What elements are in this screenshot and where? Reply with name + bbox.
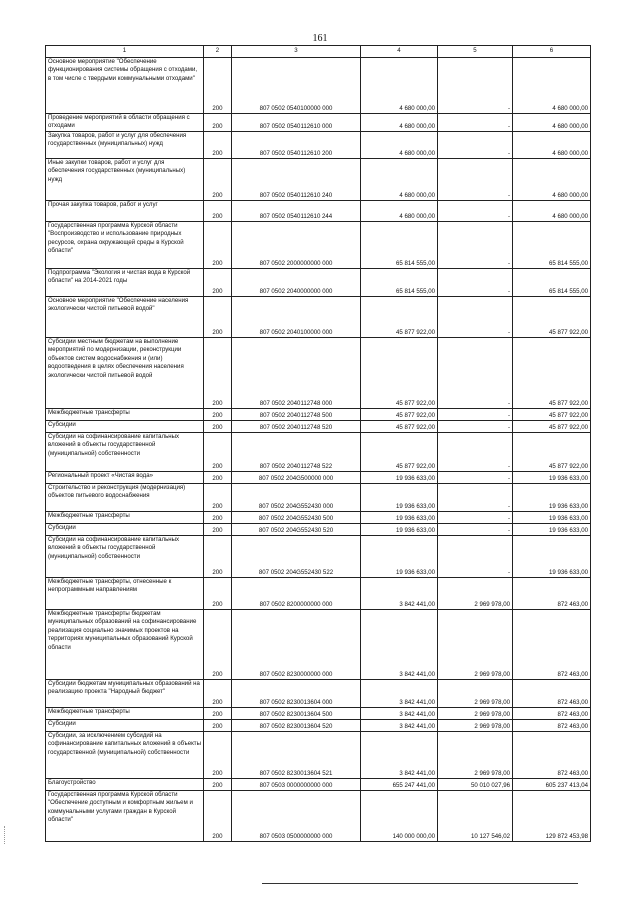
row-amount-executed-cell: -: [438, 524, 513, 536]
row-amount-remaining-cell: 4 680 000,00: [513, 132, 591, 159]
table-row: [46, 779, 591, 791]
row-classification-cell: 807 0502 2040112748 000: [232, 338, 361, 409]
row-code-cell: 200: [204, 433, 232, 472]
table-body: [46, 58, 591, 842]
row-amount-remaining-cell: 45 877 922,00: [513, 433, 591, 472]
row-amount-total-cell: 19 936 633,00: [361, 484, 438, 512]
row-amount-executed-cell: -: [438, 58, 513, 114]
row-classification-cell: 807 0502 2040000000 000: [232, 269, 361, 297]
row-classification-cell: 807 0502 8230013604 520: [232, 720, 361, 732]
row-classification-cell: 807 0502 8230013604 000: [232, 680, 361, 708]
row-amount-total-cell: 19 936 633,00: [361, 536, 438, 578]
row-name-cell: Основное мероприятие "Обеспечение функционирования системы обращения с отходами, в том числе с твердыми коммунальными отходами": [46, 58, 204, 114]
row-amount-total-cell: 3 842 441,00: [361, 708, 438, 720]
table-row: [46, 409, 591, 421]
row-code-cell: 200: [204, 269, 232, 297]
row-amount-remaining-cell: 19 936 633,00: [513, 512, 591, 524]
row-name-cell: Межбюджетные трансферты: [46, 708, 204, 720]
row-code-cell: 200: [204, 297, 232, 338]
row-name-cell: Субсидии: [46, 421, 204, 433]
column-header: 2: [204, 46, 232, 58]
row-amount-remaining-cell: 19 936 633,00: [513, 536, 591, 578]
row-amount-remaining-cell: 4 680 000,00: [513, 159, 591, 201]
row-classification-cell: 807 0502 8200000000 000: [232, 578, 361, 610]
row-name-cell: Региональный проект «Чистая вода»: [46, 472, 204, 484]
row-classification-cell: 807 0502 8230000000 000: [232, 610, 361, 680]
row-amount-remaining-cell: 872 463,00: [513, 708, 591, 720]
row-code-cell: 200: [204, 132, 232, 159]
row-classification-cell: 807 0502 2040100000 000: [232, 297, 361, 338]
row-amount-remaining-cell: 19 936 633,00: [513, 484, 591, 512]
row-name-cell: Субсидии, за исключением субсидий на софинансирование капитальных вложений в объекты государственной (муниципальной) собственности: [46, 732, 204, 779]
row-name-cell: Субсидии бюджетам муниципальных образований на реализацию проекта "Народный бюджет": [46, 680, 204, 708]
row-code-cell: 200: [204, 791, 232, 842]
row-amount-executed-cell: 10 127 546,02: [438, 791, 513, 842]
column-header: 4: [361, 46, 438, 58]
table-row: [46, 732, 591, 779]
row-name-cell: Межбюджетные трансферты: [46, 409, 204, 421]
table-row: [46, 421, 591, 433]
row-amount-total-cell: 4 680 000,00: [361, 114, 438, 132]
row-classification-cell: 807 0503 0500000000 000: [232, 791, 361, 842]
row-amount-remaining-cell: 872 463,00: [513, 720, 591, 732]
row-amount-executed-cell: 2 969 978,00: [438, 708, 513, 720]
row-amount-executed-cell: -: [438, 297, 513, 338]
row-amount-executed-cell: -: [438, 484, 513, 512]
row-amount-remaining-cell: 19 936 633,00: [513, 524, 591, 536]
row-amount-total-cell: 45 877 922,00: [361, 338, 438, 409]
table-row: [46, 338, 591, 409]
table-row: [46, 201, 591, 222]
row-name-cell: Субсидии: [46, 524, 204, 536]
table-row: [46, 512, 591, 524]
page-footer-line: [262, 883, 578, 884]
row-classification-cell: 807 0502 204G500000 000: [232, 472, 361, 484]
table-row: [46, 114, 591, 132]
row-amount-total-cell: 3 842 441,00: [361, 680, 438, 708]
row-amount-total-cell: 65 814 555,00: [361, 269, 438, 297]
budget-table: [45, 45, 591, 842]
row-amount-executed-cell: -: [438, 222, 513, 269]
row-amount-remaining-cell: 19 936 633,00: [513, 472, 591, 484]
row-code-cell: 200: [204, 421, 232, 433]
row-amount-total-cell: 45 877 922,00: [361, 297, 438, 338]
row-classification-cell: 807 0503 0000000000 000: [232, 779, 361, 791]
row-amount-executed-cell: 50 010 027,96: [438, 779, 513, 791]
row-amount-executed-cell: -: [438, 159, 513, 201]
row-name-cell: Межбюджетные трансферты, отнесенные к непрограммным направлениям: [46, 578, 204, 610]
table-row: [46, 578, 591, 610]
table-row: [46, 433, 591, 472]
row-code-cell: 200: [204, 720, 232, 732]
row-amount-executed-cell: 2 969 978,00: [438, 578, 513, 610]
row-amount-executed-cell: 2 969 978,00: [438, 680, 513, 708]
row-amount-total-cell: 19 936 633,00: [361, 472, 438, 484]
table-row: [46, 524, 591, 536]
row-name-cell: Иные закупки товаров, работ и услуг для обеспечения государственных (муниципальных) нужд: [46, 159, 204, 201]
row-name-cell: Межбюджетные трансферты бюджетам муниципальных образований на софинансирование реализация социально значимых проектов на территориях муниципальных образований Курской области: [46, 610, 204, 680]
row-code-cell: 200: [204, 58, 232, 114]
row-amount-total-cell: 45 877 922,00: [361, 409, 438, 421]
row-classification-cell: 807 0502 204G552430 500: [232, 512, 361, 524]
row-name-cell: Строительство и реконструкция (модернизация) объектов питьевого водоснабжения: [46, 484, 204, 512]
row-amount-remaining-cell: 872 463,00: [513, 610, 591, 680]
table-row: [46, 297, 591, 338]
row-code-cell: 200: [204, 159, 232, 201]
row-amount-remaining-cell: 4 680 000,00: [513, 201, 591, 222]
row-name-cell: Прочая закупка товаров, работ и услуг: [46, 201, 204, 222]
row-amount-total-cell: 3 842 441,00: [361, 610, 438, 680]
row-code-cell: 200: [204, 578, 232, 610]
table-row: [46, 720, 591, 732]
row-name-cell: Государственная программа Курской области "Обеспечение доступным и комфортным жильем и коммунальными услугами граждан в Курской области": [46, 791, 204, 842]
row-name-cell: Межбюджетные трансферты: [46, 512, 204, 524]
table-row: [46, 269, 591, 297]
table-row: [46, 472, 591, 484]
row-classification-cell: 807 0502 204G552430 000: [232, 484, 361, 512]
row-amount-remaining-cell: 65 814 555,00: [513, 222, 591, 269]
row-amount-remaining-cell: 129 872 453,98: [513, 791, 591, 842]
row-name-cell: Государственная программа Курской области "Воспроизводство и использование природных ресурсов, охрана окружающей среды в Курской области": [46, 222, 204, 269]
row-amount-remaining-cell: 605 237 413,04: [513, 779, 591, 791]
row-name-cell: Подпрограмма "Экология и чистая вода в Курской области" на 2014-2021 годы: [46, 269, 204, 297]
table-row: [46, 58, 591, 114]
table-row: [46, 222, 591, 269]
row-code-cell: 200: [204, 610, 232, 680]
row-amount-total-cell: 4 680 000,00: [361, 201, 438, 222]
row-amount-total-cell: 4 680 000,00: [361, 132, 438, 159]
row-classification-cell: 807 0502 0540112610 244: [232, 201, 361, 222]
row-code-cell: 200: [204, 201, 232, 222]
table-header-row: [46, 46, 591, 58]
row-code-cell: 200: [204, 338, 232, 409]
row-classification-cell: 807 0502 2040112748 520: [232, 421, 361, 433]
row-amount-executed-cell: -: [438, 338, 513, 409]
row-amount-total-cell: 3 842 441,00: [361, 732, 438, 779]
row-code-cell: 200: [204, 472, 232, 484]
row-amount-total-cell: 3 842 441,00: [361, 720, 438, 732]
row-amount-remaining-cell: 4 680 000,00: [513, 114, 591, 132]
scan-mark: [4, 826, 6, 844]
row-code-cell: 200: [204, 524, 232, 536]
row-code-cell: 200: [204, 484, 232, 512]
row-amount-executed-cell: -: [438, 512, 513, 524]
row-amount-total-cell: 65 814 555,00: [361, 222, 438, 269]
row-amount-remaining-cell: 872 463,00: [513, 680, 591, 708]
row-amount-remaining-cell: 45 877 922,00: [513, 421, 591, 433]
row-name-cell: Субсидии на софинансирование капитальных вложений в объекты государственной (муниципальной) собственности: [46, 433, 204, 472]
row-amount-executed-cell: -: [438, 472, 513, 484]
table-row: [46, 484, 591, 512]
column-header: 6: [513, 46, 591, 58]
row-amount-total-cell: 45 877 922,00: [361, 433, 438, 472]
row-amount-executed-cell: -: [438, 269, 513, 297]
row-amount-remaining-cell: 872 463,00: [513, 732, 591, 779]
row-amount-executed-cell: -: [438, 421, 513, 433]
row-amount-total-cell: 140 000 000,00: [361, 791, 438, 842]
row-classification-cell: 807 0502 204G552430 522: [232, 536, 361, 578]
row-code-cell: 200: [204, 779, 232, 791]
row-amount-total-cell: 3 842 441,00: [361, 578, 438, 610]
row-amount-remaining-cell: 45 877 922,00: [513, 338, 591, 409]
row-amount-remaining-cell: 45 877 922,00: [513, 297, 591, 338]
row-classification-cell: 807 0502 8230013604 521: [232, 732, 361, 779]
row-amount-executed-cell: 2 969 978,00: [438, 610, 513, 680]
row-amount-remaining-cell: 45 877 922,00: [513, 409, 591, 421]
row-classification-cell: 807 0502 0540112610 240: [232, 159, 361, 201]
row-code-cell: 200: [204, 708, 232, 720]
row-name-cell: Основное мероприятие "Обеспечение населения экологически чистой питьевой водой": [46, 297, 204, 338]
row-classification-cell: 807 0502 2000000000 000: [232, 222, 361, 269]
row-name-cell: Субсидии на софинансирование капитальных вложений в объекты государственной (муниципальной) собственности: [46, 536, 204, 578]
row-classification-cell: 807 0502 0540100000 000: [232, 58, 361, 114]
row-code-cell: 200: [204, 680, 232, 708]
row-classification-cell: 807 0502 0540112610 200: [232, 132, 361, 159]
row-amount-executed-cell: 2 969 978,00: [438, 732, 513, 779]
row-amount-remaining-cell: 4 680 000,00: [513, 58, 591, 114]
row-classification-cell: 807 0502 0540112610 000: [232, 114, 361, 132]
column-header: 1: [46, 46, 204, 58]
row-amount-remaining-cell: 872 463,00: [513, 578, 591, 610]
row-amount-remaining-cell: 65 814 555,00: [513, 269, 591, 297]
row-amount-executed-cell: -: [438, 132, 513, 159]
row-code-cell: 200: [204, 409, 232, 421]
column-header: 5: [438, 46, 513, 58]
row-amount-executed-cell: -: [438, 201, 513, 222]
table-row: [46, 132, 591, 159]
row-name-cell: Закупка товаров, работ и услуг для обеспечения государственных (муниципальных) нужд: [46, 132, 204, 159]
row-classification-cell: 807 0502 8230013604 500: [232, 708, 361, 720]
table-row: [46, 680, 591, 708]
table-row: [46, 610, 591, 680]
row-amount-executed-cell: -: [438, 114, 513, 132]
row-name-cell: Субсидии местным бюджетам на выполнение мероприятий по модернизации, реконструкции объектов систем водоснабжения и (или) водоотведения в целях обеспечения населения экологически чистой питьевой водой: [46, 338, 204, 409]
row-name-cell: Благоустройство: [46, 779, 204, 791]
column-header: 3: [232, 46, 361, 58]
row-amount-executed-cell: 2 969 978,00: [438, 720, 513, 732]
row-amount-total-cell: 4 680 000,00: [361, 159, 438, 201]
row-code-cell: 200: [204, 222, 232, 269]
row-code-cell: 200: [204, 512, 232, 524]
row-amount-executed-cell: -: [438, 433, 513, 472]
page-number: 161: [312, 33, 328, 44]
row-classification-cell: 807 0502 2040112748 500: [232, 409, 361, 421]
row-classification-cell: 807 0502 2040112748 522: [232, 433, 361, 472]
table-row: [46, 159, 591, 201]
row-amount-total-cell: 655 247 441,00: [361, 779, 438, 791]
table-row: [46, 708, 591, 720]
row-code-cell: 200: [204, 114, 232, 132]
row-code-cell: 200: [204, 536, 232, 578]
table-row: [46, 536, 591, 578]
row-name-cell: Субсидии: [46, 720, 204, 732]
row-amount-executed-cell: -: [438, 536, 513, 578]
row-amount-total-cell: 19 936 633,00: [361, 524, 438, 536]
table-row: [46, 791, 591, 842]
row-amount-total-cell: 45 877 922,00: [361, 421, 438, 433]
row-code-cell: 200: [204, 732, 232, 779]
row-amount-total-cell: 19 936 633,00: [361, 512, 438, 524]
row-amount-executed-cell: -: [438, 409, 513, 421]
row-amount-total-cell: 4 680 000,00: [361, 58, 438, 114]
row-name-cell: Проведение мероприятий в области обращения с отходами: [46, 114, 204, 132]
row-classification-cell: 807 0502 204G552430 520: [232, 524, 361, 536]
